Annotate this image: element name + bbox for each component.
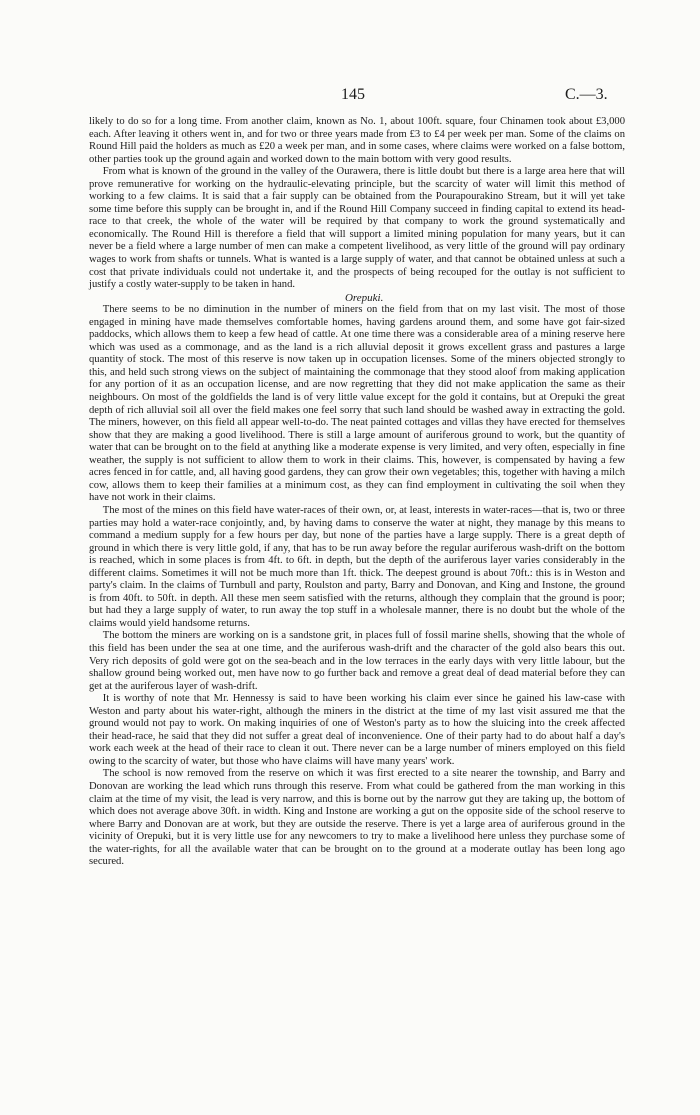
paragraph: From what is known of the ground in the valley of the Ourawera, there is little doubt but there is a large area here that will prove remunerative for working on the hydraulic-elevating principle, but the scarcity of water will limit this method of working to a few claims. It is said that a fair supply can be obtained from the Pourapourakino Stream, but it will yet take some time before this supply can be brought in, and if the Round Hill Company succeed in finding capital to extend its head-race to that creek, the whole of the water will be required by that company to work the ground systematically and economically. The Round Hill is therefore a field that will support a limited mining population for many years, but it can never be a field where a large number of men can make a competent livelihood, as very little of the ground will pay ordinary wages to work from shafts or tunnels. What is wanted is a large supply of water, and that cannot be obtained unless at such a cost that private individuals could not undertake it, and the prospects of being recouped for the outlay is not sufficient to justify a costly water-supply to be taken in hand. [89, 166, 625, 291]
paragraph: The school is now removed from the reserve on which it was first erected to a site nearer the township, and Barry and Donovan are working the lead which runs through this reserve. From what could be gathered from the man working in this claim at the time of my visit, the lead is very narrow, and this is borne out by the narrow gut they are taking up, the bottom of which does not average above 30ft. in width. King and Instone are working a gut on the opposite side of the school reserve to where Barry and Donovan are at work, but they are outside the reserve. There is yet a large area of auriferous ground in the vicinity of Orepuki, but it is very little use for any newcomers to try to make a livelihood here unless they purchase some of the water-rights, for all the available water that can be brought on to the ground at a moderate outlay has been long ago secured. [89, 768, 625, 868]
document-reference: C.—3. [565, 86, 608, 103]
body-text [89, 116, 625, 869]
paragraph: likely to do so for a long time. From another claim, known as No. 1, about 100ft. square, four Chinamen took about £3,000 each. After leaving it others went in, and for two or three years made from £3 to £4 per week per man. Some of the claims on Round Hill paid the holders as much as £20 a week per man, and in some cases, where claims were worked on a false bottom, other parties took up the ground again and worked down to the main bottom with very good results. [89, 116, 625, 165]
section-heading: Orepuki. [344, 291, 384, 304]
page-number: 145 [341, 86, 365, 103]
page-header [0, 86, 700, 108]
paragraph: The most of the mines on this field have water-races of their own, or, at least, interests in water-races—that is, two or three parties may hold a water-race conjointly, and, by having dams to conserve the water at night, they manage by this means to command a medium supply for a few hours per day, but none of the parties have a large supply. There is a great depth of ground in which there is very little gold, if any, that has to be run away before the regular auriferous wash-drift on the bottom is reached, which in some places is from 4ft. to 6ft. in depth, but the depth of the auriferous layer varies considerably in the different claims. Sometimes it will not be much more than 1ft. thick. The deepest ground is about 70ft.: this is in Weston and party's claim. In the claims of Turnbull and party, Roulston and party, Barry and Donovan, and King and Instone, the ground is from 40ft. to 50ft. in depth. All these men seem satisfied with the returns, although they complain that the ground is poor; but had they a large supply of water, to run away the top stuff in a wholesale manner, there is no doubt but the whole of the claims would yield handsome returns. [89, 504, 625, 629]
paragraph: It is worthy of note that Mr. Hennessy is said to have been working his claim ever since he gained his law-case with Weston and party about his water-right, although the miners in the district at the time of my last visit assured me that the ground would not pay to work. On making inquiries of one of Weston's party as to how the sluicing into the creek affected their head-race, he said that they did not suffer a great deal of inconvenience. One of their party had to do about half a day's work each week at the head of their race to clean it out. There never can be a large number of miners employed on this field owing to the scarcity of water, but those who have claims will have many years' work. [89, 693, 625, 767]
paragraph: There seems to be no diminution in the number of miners on the field from that on my last visit. The most of those engaged in mining have made themselves comfortable homes, having gardens around them, and some have got fair-sized paddocks, which allows them to keep a few head of cattle. At one time there was a considerable area of a mining reserve here which was used as a commonage, and as the land is a rich alluvial deposit it grows excellent grass and pastures a large quantity of stock. The most of this reserve is now taken up in occupation licenses. Some of the miners objected strongly to this, and held such strong views on the subject of maintaining the commonage that they stood aloof from making application for any portion of it as an occupation license, and are now regretting that they did not make application the same as their neighbours. On most of the goldfields the land is of very little value except for the gold it contains, but at Orepuki the great depth of rich alluvial soil all over the field makes one feel sorry that such land should be washed away in extracting the gold. The miners, however, on this field all appear well-to-do. The neat painted cottages and villas they have erected for themselves show that they are making a good livelihood. There is still a large amount of auriferous ground to work, but the quantity of water that can be brought on to the field at anything like a moderate expense is very limited, and very often, especially in fine weather, the supply is not sufficient to allow them to work in their claims. This, however, is compensated by having a few acres fenced in for cattle, and, all having good gardens, they can grow their own vegetables; this, together with having a milch cow, allows them to keep their families at a minimum cost, as they can find employment in cultivating the soil when they have not work in their claims. [89, 304, 625, 504]
paragraph: The bottom the miners are working on is a sandstone grit, in places full of fossil marine shells, showing that the whole of this field has been under the sea at one time, and the auriferous wash-drift and the character of the gold also bears this out. Very rich deposits of gold were got on the sea-beach and in the low terraces in the early days with very little labour, but the shallow ground being worked out, men have now to go further back and remove a great deal of dead material before they can get at the auriferous layer of wash-drift. [89, 630, 625, 692]
